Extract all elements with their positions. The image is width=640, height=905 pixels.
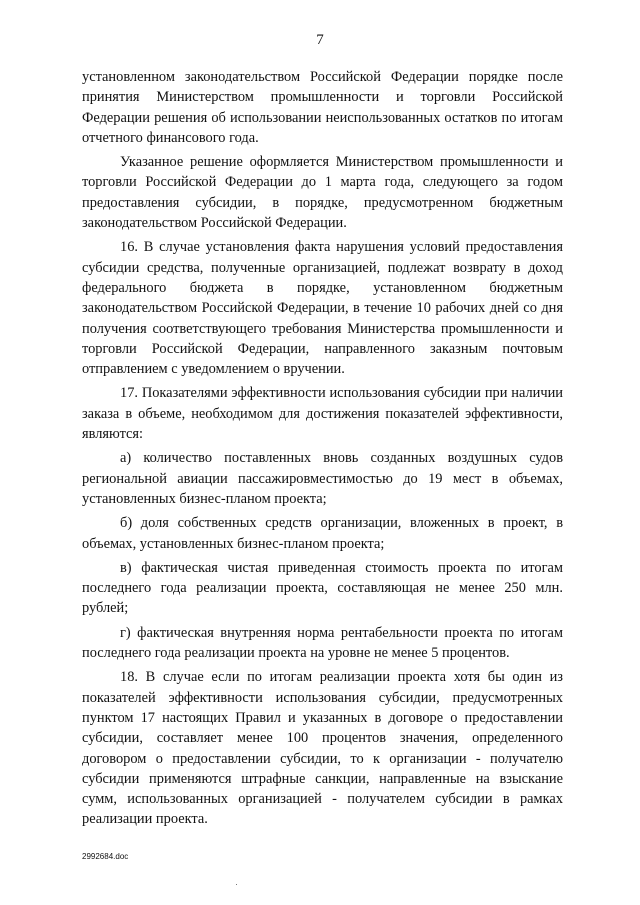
paragraph-item-v: в) фактическая чистая приведенная стоимость проекта по итогам последнего года реализации проекта, составляющая не менее 250 млн. рублей; bbox=[82, 559, 563, 617]
paragraph-clause-17: 17. Показателями эффективности использования субсидии при наличии заказа в объеме, необходимом для достижения показателей эффективности, являются: bbox=[82, 385, 563, 443]
paragraph-continuation: установленном законодательством Российской Федерации порядке после принятия Министерством промышленности и торговли Российской Федерации решения об использовании неиспользованных остатков по итогам отчетного финансового года. bbox=[82, 69, 563, 146]
paragraph-clause-18: 18. В случае если по итогам реализации проекта хотя бы один из показателей эффективности использования субсидии, предусмотренных пунктом 17 настоящих Правил и указанных в договоре о предоставлении субсидии, составляет менее 100 процентов значения, определенного договором о предоставлении субсидии, то к организации - получателю субсидии применяются штрафные санкции, направленные на взыскание сумм, использованных организацией - получателем субсидии в рамках реализации проекта. bbox=[82, 669, 563, 828]
scan-speck bbox=[236, 884, 237, 885]
paragraph-clause-16: 16. В случае установления факта нарушения условий предоставления субсидии средства, полученные организацией, подлежат возврату в доход федерального бюджета в порядке, установленном бюджетным законодательством Российской Федерации, в течение 10 рабочих дней со дня получения соответствующего требования Министерства промышленности и торговли Российской Федерации, направленного заказным почтовым отправлением с уведомлением о вручении. bbox=[82, 239, 563, 378]
document-body bbox=[82, 67, 563, 830]
paragraph-item-a: а) количество поставленных вновь созданных воздушных судов региональной авиации пассажировместимостью до 19 мест в объемах, установленных бизнес-планом проекта; bbox=[82, 450, 563, 507]
page-number: 7 bbox=[316, 32, 324, 48]
paragraph-decision-note: Указанное решение оформляется Министерством промышленности и торговли Российской Федерации до 1 марта года, следующего за годом предоставления субсидии, в порядке, предусмотренном бюджетным законодательством Российской Федерации. bbox=[82, 154, 563, 232]
paragraph-item-b: б) доля собственных средств организации, вложенных в проект, в объемах, установленных бизнес-планом проекта; bbox=[82, 515, 563, 552]
paragraph-item-g: г) фактическая внутренняя норма рентабельности проекта по итогам последнего года реализации проекта на уровне не менее 5 процентов. bbox=[82, 624, 563, 662]
footer-filename: 2992684.doc bbox=[82, 852, 129, 861]
